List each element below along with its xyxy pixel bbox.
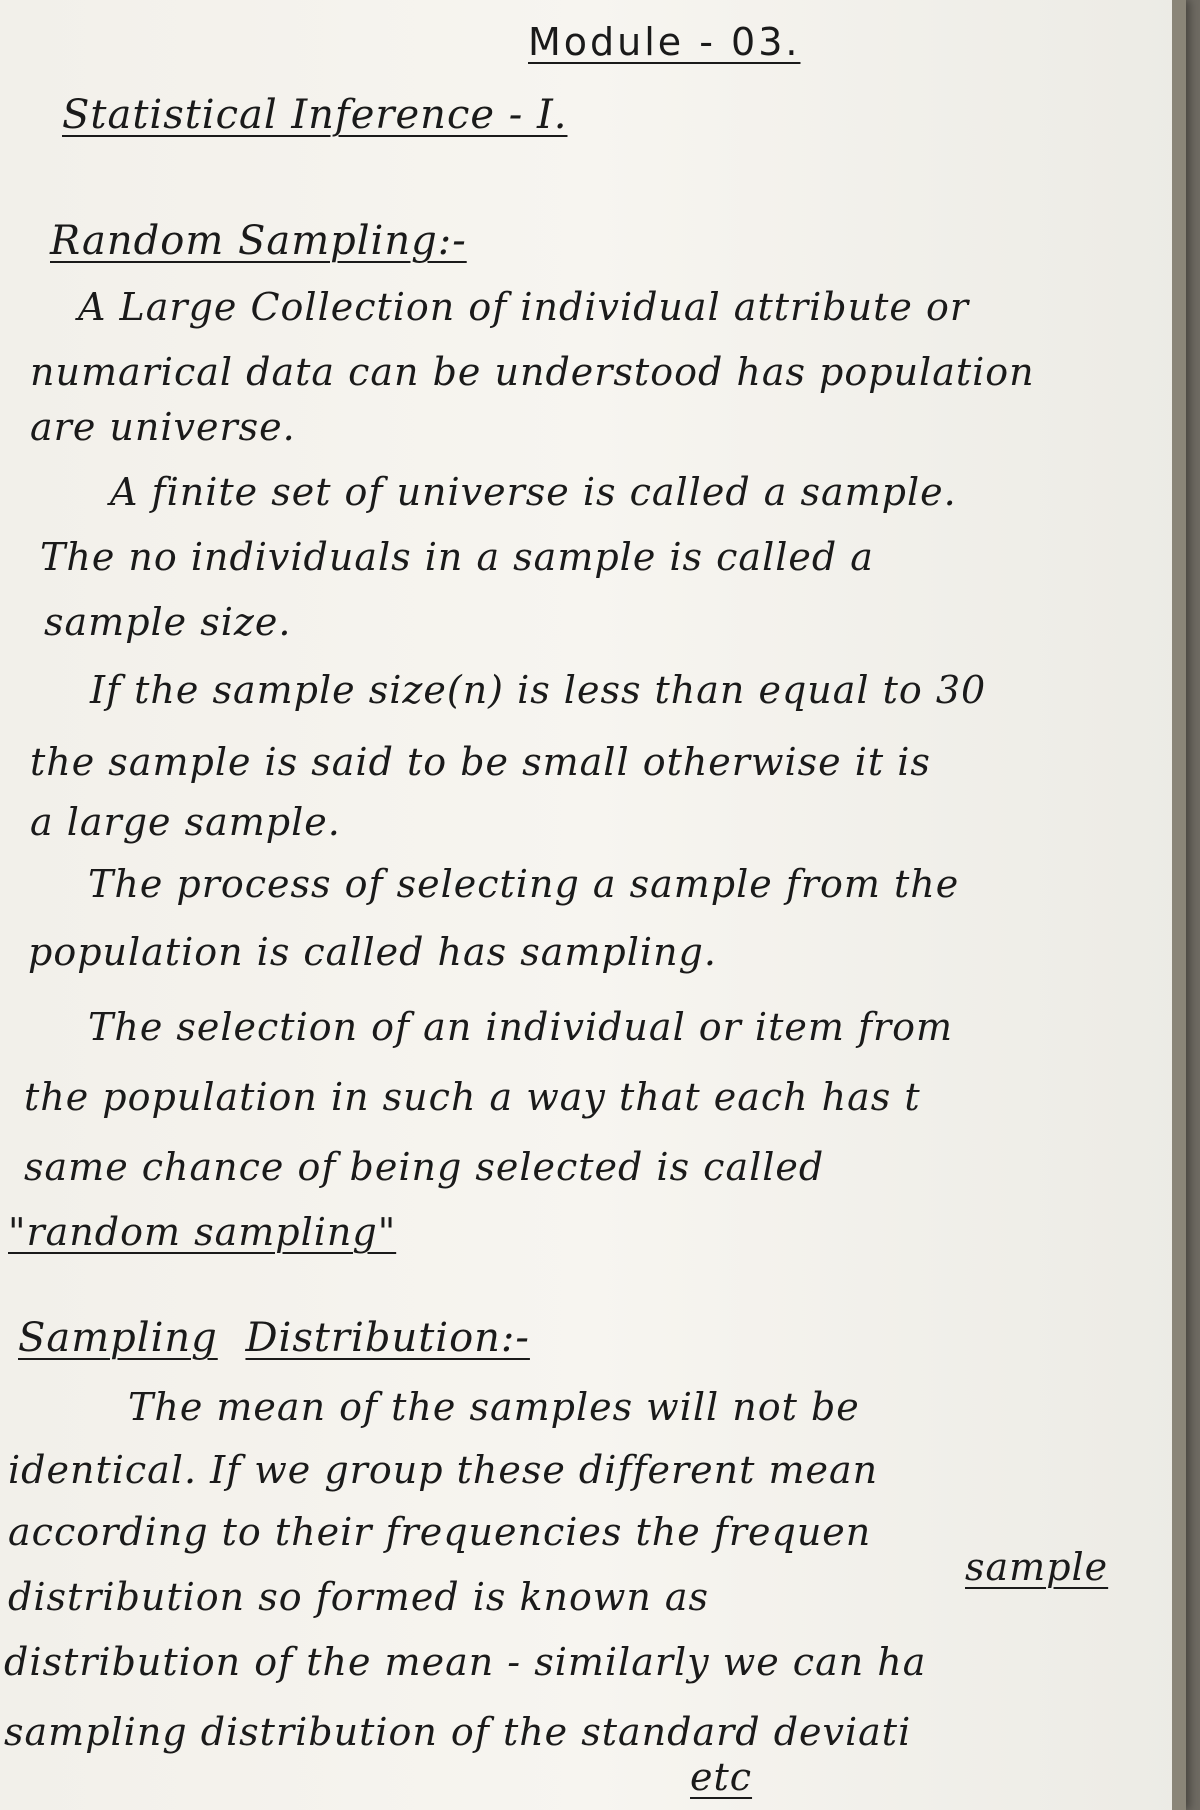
text-line: The no individuals in a sample is called a: [40, 535, 874, 579]
text-line: If the sample size(n) is less than equal to 30: [90, 668, 987, 712]
text-line: The selection of an individual or item from: [88, 1005, 954, 1049]
text-line: sample size.: [44, 600, 292, 644]
text-line: according to their frequencies the frequen: [8, 1510, 872, 1554]
text-line: sampling distribution of the standard deviati: [4, 1710, 912, 1754]
section-heading-sampling-distribution: [18, 1315, 530, 1361]
text-line: the sample is said to be small otherwise it is: [30, 740, 931, 784]
text-line-etc: etc: [690, 1755, 753, 1799]
section-heading-random-sampling: Random Sampling:-: [50, 218, 467, 264]
text-line: same chance of being selected is called: [24, 1145, 825, 1189]
text-line: A finite set of universe is called a sample.: [110, 470, 957, 514]
module-title: Module - 03.: [528, 20, 801, 64]
text-line: identical. If we group these different mean: [8, 1448, 879, 1492]
text-line: distribution of the mean - similarly we can ha: [4, 1640, 927, 1684]
text-line: the population in such a way that each has t: [24, 1075, 921, 1119]
text-line: distribution so formed is known as: [8, 1575, 710, 1619]
text-line: population is called has sampling.: [28, 930, 717, 974]
heading-part-sampling: Sampling: [18, 1315, 218, 1361]
text-line-sample: sample: [965, 1545, 1109, 1589]
text-line: a large sample.: [30, 800, 341, 844]
text-line-random-sampling: "random sampling": [8, 1210, 397, 1254]
text-line: are universe.: [30, 405, 296, 449]
page-edge: [1172, 0, 1186, 1810]
heading-part-distribution: Distribution:-: [245, 1315, 530, 1361]
page-subtitle: Statistical Inference - I.: [62, 92, 568, 138]
text-line: The mean of the samples will not be: [128, 1385, 860, 1429]
text-line: The process of selecting a sample from the: [88, 862, 960, 906]
text-line: A Large Collection of individual attribute or: [78, 285, 969, 329]
text-line: numarical data can be understood has population: [30, 350, 1035, 394]
